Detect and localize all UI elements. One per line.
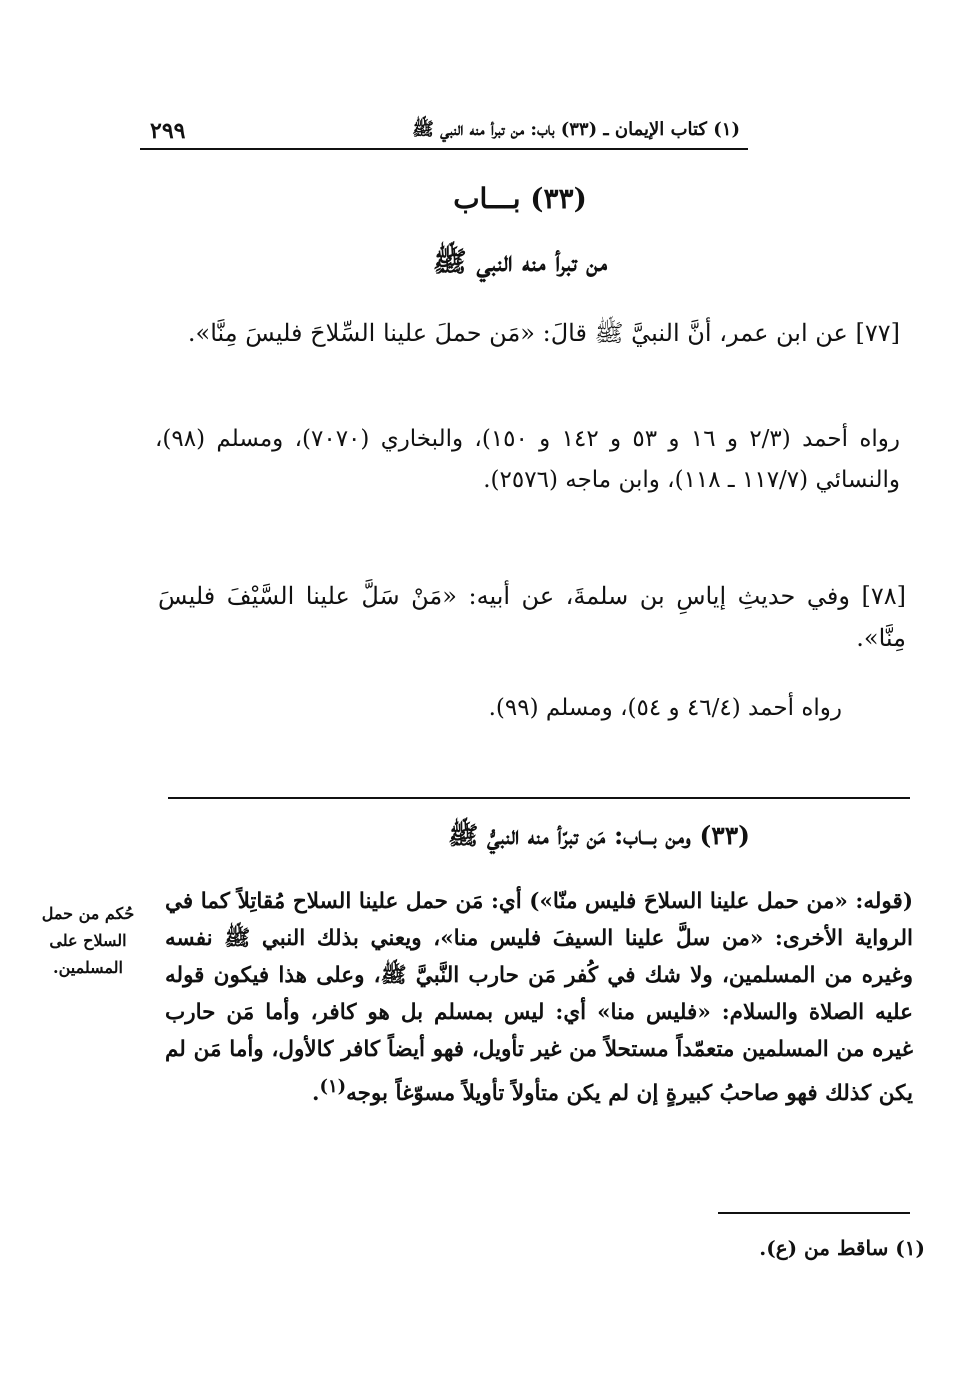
hadith-77-text: [٧٧] عن ابن عمر، أنَّ النبيَّ ﷺ قالَ: «مَن حملَ علينا السِّلاحَ فليسَ مِنَّا». bbox=[187, 319, 900, 347]
footnote-marker: (١) bbox=[319, 1076, 347, 1097]
commentary-body bbox=[165, 883, 913, 1112]
chapter-title: من تبرأ منه النبي ﷺ bbox=[432, 245, 608, 278]
hadith-78-reference: رواه أحمد (٤٦/٤ و ٥٤)، ومسلم (٩٩). bbox=[488, 695, 842, 721]
header-rule bbox=[140, 148, 748, 150]
chapter-number: (٣٣) بـــاب bbox=[453, 182, 587, 215]
margin-note: حُكم من حمل السلاح على المسلمين. bbox=[41, 904, 135, 977]
commentary-title: (٣٣) ومن بـــاب: مَن تبرّأ منه النبيُّ ﷺ bbox=[448, 821, 750, 850]
footnote: (١) ساقط من (ع). bbox=[759, 1236, 925, 1260]
commentary-end: . bbox=[312, 1081, 320, 1107]
hadith-78-text: [٧٨] وفي حديثِ إياسِ بن سلمةَ، عن أبيه: «مَنْ سَلَّ علينا السَّيْفَ فليسَ مِنَّا». bbox=[158, 582, 906, 652]
commentary-text: (قوله: «من حمل علينا السلاحَ فليس منّا») أي: مَن حمل علينا السلاح مُقاتِلاً كما في الرواية الأخرى: «من سلَّ علينا السيفَ فليس منا»، ويعني بذلك النبي ﷺ نفسه وغيره من المسلمين، ولا شك في كُفر مَن حارب النَّبيَّ ﷺ، وعلى هذا فيكون قوله عليه الصلاة والسلام: «فليس منا» أي: ليس بمسلم بل هو كافر، وأما مَن حارب غيره من المسلمين متعمّداً مستحلاً من غير تأويل، فهو أيضاً كافر كالأول، وأما مَن لم يكن كذلك فهو صاحبُ كبيرةٍ إن لم يكن متأولاً تأويلاً مسوّغاً بوجه bbox=[165, 889, 913, 1107]
footnote-rule bbox=[718, 1212, 910, 1214]
page-number: ٢٩٩ bbox=[150, 118, 186, 144]
hadith-77-reference: رواه أحمد (٢/٣ و ١٦ و ٥٣ و ١٤٢ و ١٥٠)، والبخاري (٧٠٧٠)، ومسلم (٩٨)، والنسائي (١١٧/٧ ـ ١١٨)، وابن ماجه (٢٥٧٦). bbox=[155, 426, 901, 493]
section-divider bbox=[168, 797, 910, 799]
running-title: (١) كتاب الإيمان ـ (٣٣) باب: من تبرأ منه النبي ﷺ bbox=[412, 119, 740, 140]
running-header bbox=[150, 114, 740, 146]
